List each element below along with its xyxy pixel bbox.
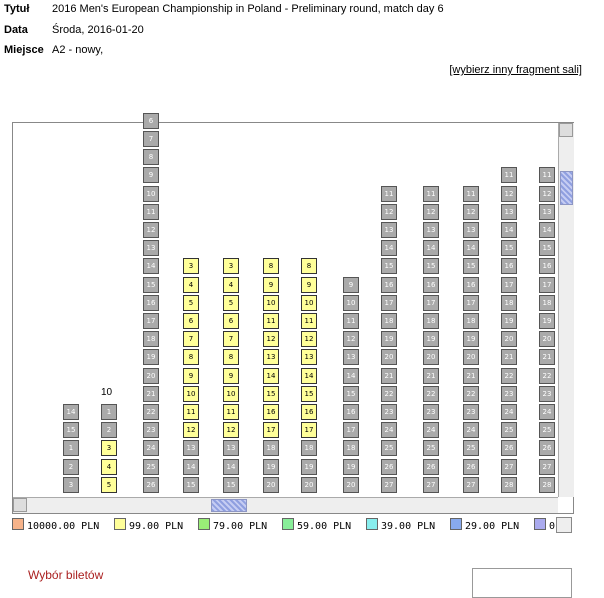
seat: 21 xyxy=(381,368,397,384)
seat: 11 xyxy=(423,186,439,202)
seat: 13 xyxy=(343,349,359,365)
seat: 24 xyxy=(463,422,479,438)
seat: 19 xyxy=(501,313,517,329)
legend-swatch xyxy=(534,518,546,530)
seat[interactable]: 9 xyxy=(301,277,317,293)
seat: 16 xyxy=(423,277,439,293)
legend-item xyxy=(450,518,519,532)
seat: 26 xyxy=(501,440,517,456)
seat: 13 xyxy=(223,440,239,456)
seat[interactable]: 15 xyxy=(301,386,317,402)
seat: 23 xyxy=(539,386,555,402)
seat: 18 xyxy=(143,331,159,347)
seat: 20 xyxy=(143,368,159,384)
seat: 13 xyxy=(501,204,517,220)
seat[interactable]: 5 xyxy=(183,295,199,311)
seat[interactable]: 6 xyxy=(183,313,199,329)
seat: 22 xyxy=(501,368,517,384)
seat[interactable]: 5 xyxy=(101,477,117,493)
seat[interactable]: 3 xyxy=(183,258,199,274)
event-date-value: Środa, 2016-01-20 xyxy=(52,24,144,36)
legend-item xyxy=(366,518,435,532)
seat: 14 xyxy=(381,240,397,256)
seat[interactable]: 17 xyxy=(301,422,317,438)
seat[interactable]: 14 xyxy=(263,368,279,384)
event-place-label: Miejsce xyxy=(4,44,44,56)
seat: 18 xyxy=(381,313,397,329)
seat[interactable]: 7 xyxy=(183,331,199,347)
event-place-value: A2 - nowy, xyxy=(52,44,104,56)
seat[interactable]: 12 xyxy=(301,331,317,347)
seat: 21 xyxy=(423,368,439,384)
seat: 12 xyxy=(501,186,517,202)
seat: 27 xyxy=(463,477,479,493)
seat[interactable]: 7 xyxy=(223,331,239,347)
seat: 3 xyxy=(63,477,79,493)
seat[interactable]: 13 xyxy=(301,349,317,365)
seat[interactable]: 16 xyxy=(301,404,317,420)
seat: 17 xyxy=(501,277,517,293)
seat: 19 xyxy=(343,459,359,475)
seat: 27 xyxy=(539,459,555,475)
seat: 14 xyxy=(423,240,439,256)
seat: 19 xyxy=(143,349,159,365)
seat: 23 xyxy=(143,422,159,438)
seat: 14 xyxy=(539,222,555,238)
seat: 12 xyxy=(539,186,555,202)
seat: 19 xyxy=(381,331,397,347)
seat: 18 xyxy=(423,313,439,329)
legend-swatch xyxy=(450,518,462,530)
legend-item xyxy=(534,518,555,532)
seat: 22 xyxy=(143,404,159,420)
seat: 16 xyxy=(539,258,555,274)
seat: 28 xyxy=(501,477,517,493)
seat: 13 xyxy=(539,204,555,220)
seat: 27 xyxy=(501,459,517,475)
legend-scroll-button[interactable] xyxy=(556,517,572,533)
seat[interactable]: 4 xyxy=(223,277,239,293)
legend-item xyxy=(282,518,351,532)
seat: 24 xyxy=(539,404,555,420)
seat-map xyxy=(12,117,574,514)
seat: 15 xyxy=(143,277,159,293)
seat: 7 xyxy=(143,131,159,147)
legend-label: 99.00 PLN xyxy=(129,521,184,532)
seat: 13 xyxy=(143,240,159,256)
seat: 15 xyxy=(223,477,239,493)
vertical-scrollbar[interactable] xyxy=(558,123,574,497)
seat[interactable]: 9 xyxy=(263,277,279,293)
legend-label: 29.00 PLN xyxy=(465,521,520,532)
seat: 15 xyxy=(183,477,199,493)
seat: 15 xyxy=(501,240,517,256)
seat: 22 xyxy=(381,386,397,402)
seat: 17 xyxy=(423,295,439,311)
seat[interactable]: 9 xyxy=(183,368,199,384)
seat: 20 xyxy=(463,349,479,365)
seat: 12 xyxy=(143,222,159,238)
seat: 13 xyxy=(183,440,199,456)
seat: 9 xyxy=(343,277,359,293)
seat: 17 xyxy=(343,422,359,438)
seat: 17 xyxy=(143,313,159,329)
seat: 16 xyxy=(143,295,159,311)
seat: 18 xyxy=(263,440,279,456)
seat[interactable]: 11 xyxy=(183,404,199,420)
seat: 20 xyxy=(539,331,555,347)
seat: 14 xyxy=(223,459,239,475)
seat[interactable]: 15 xyxy=(263,386,279,402)
seat: 20 xyxy=(423,349,439,365)
seat[interactable]: 8 xyxy=(263,258,279,274)
seat: 22 xyxy=(463,386,479,402)
seat: 26 xyxy=(423,459,439,475)
seat[interactable]: 3 xyxy=(101,440,117,456)
seat: 18 xyxy=(463,313,479,329)
seat: 28 xyxy=(539,477,555,493)
seat: 17 xyxy=(463,295,479,311)
seat[interactable]: 8 xyxy=(301,258,317,274)
seat: 19 xyxy=(423,331,439,347)
seat: 23 xyxy=(381,404,397,420)
seat: 26 xyxy=(381,459,397,475)
seat: 15 xyxy=(423,258,439,274)
ticket-panel xyxy=(472,568,572,598)
seat: 20 xyxy=(343,477,359,493)
seat: 18 xyxy=(539,295,555,311)
seat: 19 xyxy=(263,459,279,475)
seat: 25 xyxy=(463,440,479,456)
seat[interactable]: 14 xyxy=(301,368,317,384)
seat: 12 xyxy=(423,204,439,220)
seat: 13 xyxy=(423,222,439,238)
seat: 18 xyxy=(301,440,317,456)
seat: 17 xyxy=(381,295,397,311)
seat: 2 xyxy=(63,459,79,475)
seat[interactable]: 8 xyxy=(183,349,199,365)
seat[interactable]: 11 xyxy=(263,313,279,329)
legend-swatch xyxy=(198,518,210,530)
seat: 27 xyxy=(381,477,397,493)
seat: 13 xyxy=(381,222,397,238)
seat[interactable]: 12 xyxy=(183,422,199,438)
legend-label: 39.00 PLN xyxy=(381,521,436,532)
seat: 13 xyxy=(463,222,479,238)
seat: 14 xyxy=(143,258,159,274)
seat: 26 xyxy=(143,477,159,493)
seat: 21 xyxy=(143,386,159,402)
scroll-left-button[interactable] xyxy=(13,498,27,512)
legend-swatch xyxy=(114,518,126,530)
seat: 10 xyxy=(143,186,159,202)
seat: 16 xyxy=(501,258,517,274)
vertical-scroll-thumb[interactable] xyxy=(560,171,573,205)
seat[interactable]: 4 xyxy=(101,459,117,475)
seat: 26 xyxy=(463,459,479,475)
seat[interactable]: 11 xyxy=(223,404,239,420)
seat: 18 xyxy=(343,440,359,456)
seat: 14 xyxy=(63,404,79,420)
seat: 26 xyxy=(539,440,555,456)
seat: 24 xyxy=(143,440,159,456)
legend-label: 0 xyxy=(549,521,556,532)
ticket-section-title: Wybór biletów xyxy=(28,568,104,582)
seat[interactable]: 16 xyxy=(263,404,279,420)
change-section-link[interactable]: [wybierz inny fragment sali] xyxy=(449,64,582,76)
seat: 11 xyxy=(381,186,397,202)
seat: 12 xyxy=(343,331,359,347)
seat: 23 xyxy=(501,386,517,402)
seat: 11 xyxy=(143,204,159,220)
seat: 15 xyxy=(463,258,479,274)
seat: 11 xyxy=(539,167,555,183)
event-title-value: 2016 Men's European Championship in Poland - Preliminary round, match day 6 xyxy=(52,3,444,15)
seat: 16 xyxy=(381,277,397,293)
seat[interactable]: 10 xyxy=(263,295,279,311)
seat: 21 xyxy=(539,349,555,365)
seat: 27 xyxy=(423,477,439,493)
seat[interactable]: 6 xyxy=(223,313,239,329)
seat[interactable]: 12 xyxy=(263,331,279,347)
legend-item xyxy=(114,518,183,532)
seat: 21 xyxy=(501,349,517,365)
seat: 24 xyxy=(501,404,517,420)
seat[interactable]: 5 xyxy=(223,295,239,311)
seat: 12 xyxy=(463,204,479,220)
seat: 22 xyxy=(423,386,439,402)
seat: 12 xyxy=(381,204,397,220)
seat: 15 xyxy=(63,422,79,438)
seat: 19 xyxy=(539,313,555,329)
seat[interactable]: 10 xyxy=(301,295,317,311)
event-title-label: Tytuł xyxy=(4,3,30,15)
seat[interactable]: 8 xyxy=(223,349,239,365)
seat: 6 xyxy=(143,113,159,129)
seat: 24 xyxy=(423,422,439,438)
seat: 8 xyxy=(143,149,159,165)
seat: 11 xyxy=(501,167,517,183)
seat: 15 xyxy=(343,386,359,402)
seat: 23 xyxy=(423,404,439,420)
seat: 11 xyxy=(343,313,359,329)
legend-swatch xyxy=(366,518,378,530)
seat[interactable]: 11 xyxy=(301,313,317,329)
seat: 25 xyxy=(423,440,439,456)
seat: 16 xyxy=(343,404,359,420)
seat[interactable]: 10 xyxy=(183,386,199,402)
seat[interactable]: 4 xyxy=(183,277,199,293)
legend-label: 10000.00 PLN xyxy=(27,521,100,532)
seat[interactable]: 3 xyxy=(223,258,239,274)
seat[interactable]: 13 xyxy=(263,349,279,365)
seat: 23 xyxy=(463,404,479,420)
scroll-up-button[interactable] xyxy=(559,123,573,137)
seat: 19 xyxy=(301,459,317,475)
legend-label: 59.00 PLN xyxy=(297,521,352,532)
seat: 15 xyxy=(539,240,555,256)
horizontal-scroll-thumb[interactable] xyxy=(211,499,247,512)
seat: 11 xyxy=(463,186,479,202)
seat: 25 xyxy=(381,440,397,456)
horizontal-scrollbar[interactable] xyxy=(13,497,558,513)
seat: 20 xyxy=(263,477,279,493)
legend-swatch xyxy=(12,518,24,530)
seat: 15 xyxy=(381,258,397,274)
event-date-label: Data xyxy=(4,24,28,36)
legend-label: 79.00 PLN xyxy=(213,521,268,532)
seat: 25 xyxy=(539,422,555,438)
seat: 21 xyxy=(463,368,479,384)
seat: 14 xyxy=(501,222,517,238)
column-label: 10 xyxy=(101,387,113,398)
seat[interactable]: 9 xyxy=(223,368,239,384)
seat[interactable]: 12 xyxy=(223,422,239,438)
seat: 14 xyxy=(343,368,359,384)
legend-item xyxy=(198,518,267,532)
seat: 9 xyxy=(143,167,159,183)
seat: 20 xyxy=(301,477,317,493)
seat: 19 xyxy=(463,331,479,347)
seat: 1 xyxy=(101,404,117,420)
seat: 14 xyxy=(183,459,199,475)
price-legend xyxy=(12,518,557,532)
seat: 2 xyxy=(101,422,117,438)
seat: 16 xyxy=(463,277,479,293)
legend-swatch xyxy=(282,518,294,530)
seat: 10 xyxy=(343,295,359,311)
seat: 17 xyxy=(539,277,555,293)
seat: 24 xyxy=(381,422,397,438)
legend-item xyxy=(12,518,99,532)
seat[interactable]: 10 xyxy=(223,386,239,402)
seat: 25 xyxy=(143,459,159,475)
seat: 20 xyxy=(381,349,397,365)
seat: 20 xyxy=(501,331,517,347)
seat[interactable]: 17 xyxy=(263,422,279,438)
seat: 14 xyxy=(463,240,479,256)
seat: 18 xyxy=(501,295,517,311)
seat: 22 xyxy=(539,368,555,384)
seat: 25 xyxy=(501,422,517,438)
seat: 1 xyxy=(63,440,79,456)
